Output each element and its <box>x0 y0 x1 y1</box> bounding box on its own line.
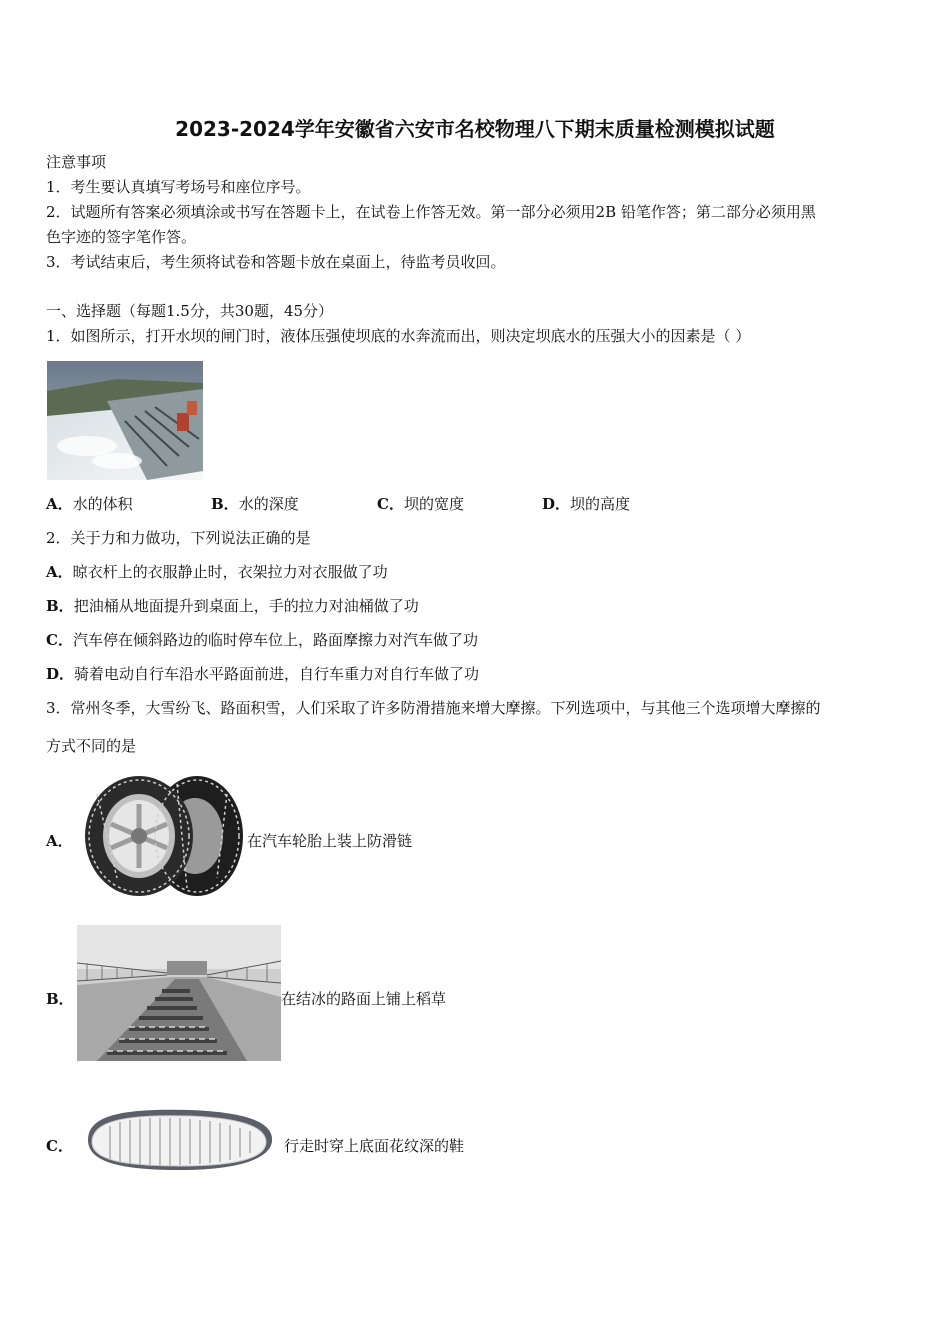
notice-item-3: 3．考试结束后，考生须将试卷和答题卡放在桌面上，待监考员收回。 <box>46 253 506 271</box>
tire-chain-photo-icon <box>77 774 245 898</box>
q1-option-b: B．水的深度 <box>211 495 299 513</box>
q1-option-c: C．坝的宽度 <box>377 495 464 513</box>
q3-option-c-text: 行走时穿上底面花纹深的鞋 <box>284 1137 465 1155</box>
q1-option-d: D．坝的高度 <box>542 495 631 513</box>
notice-item-2-cont: 色字迹的签字笔作答。 <box>46 228 197 246</box>
notice-item-2: 2．试题所有答案必须填涂或书写在答题卡上，在试卷上作答无效。第一部分必须用2B 铅笔作答；第二部分必须用黑 <box>46 203 816 221</box>
q2-option-c: C．汽车停在倾斜路边的临时停车位上，路面摩擦力对汽车做了功 <box>46 631 478 649</box>
q2-option-a: A．晾衣杆上的衣服静止时，衣架拉力对衣服做了功 <box>46 563 388 581</box>
section-heading: 一、选择题（每题1.5分，共30题，45分） <box>46 302 334 320</box>
q1-option-a: A．水的体积 <box>46 495 133 513</box>
q3-option-b-label: B． <box>46 990 74 1008</box>
q3-option-c-label: C． <box>46 1137 73 1155</box>
notice-item-1: 1．考生要认真填写考场号和座位序号。 <box>46 178 311 196</box>
q2-option-d: D．骑着电动自行车沿水平路面前进，自行车重力对自行车做了功 <box>46 665 480 683</box>
q1-stem: 1．如图所示，打开水坝的闸门时，液体压强使坝底的水奔流而出，则决定坝底水的压强大小的因素是（ ） <box>46 327 751 345</box>
q2-option-b: B．把油桶从地面提升到桌面上，手的拉力对油桶做了功 <box>46 597 419 615</box>
notice-heading: 注意事项 <box>46 153 107 171</box>
q2-stem: 2．关于力和力做功，下列说法正确的是 <box>46 529 311 547</box>
shoe-sole-photo-icon <box>80 1104 276 1176</box>
q3-option-b-text: 在结冰的路面上铺上稻草 <box>281 990 447 1008</box>
dam-photo-icon <box>47 361 203 480</box>
q3-stem-line1: 3．常州冬季，大雪纷飞、路面积雪，人们采取了许多防滑措施来增大摩擦。下列选项中，与其他三个选项增大摩擦的 <box>46 699 821 717</box>
page-title: 2023-2024学年安徽省六安市名校物理八下期末质量检测模拟试题 <box>175 117 775 141</box>
q3-stem-line2: 方式不同的是 <box>46 737 137 755</box>
straw-road-photo-icon <box>77 925 281 1061</box>
q3-option-a-text: 在汽车轮胎上装上防滑链 <box>247 832 413 850</box>
q3-option-a-label: A． <box>46 832 73 850</box>
